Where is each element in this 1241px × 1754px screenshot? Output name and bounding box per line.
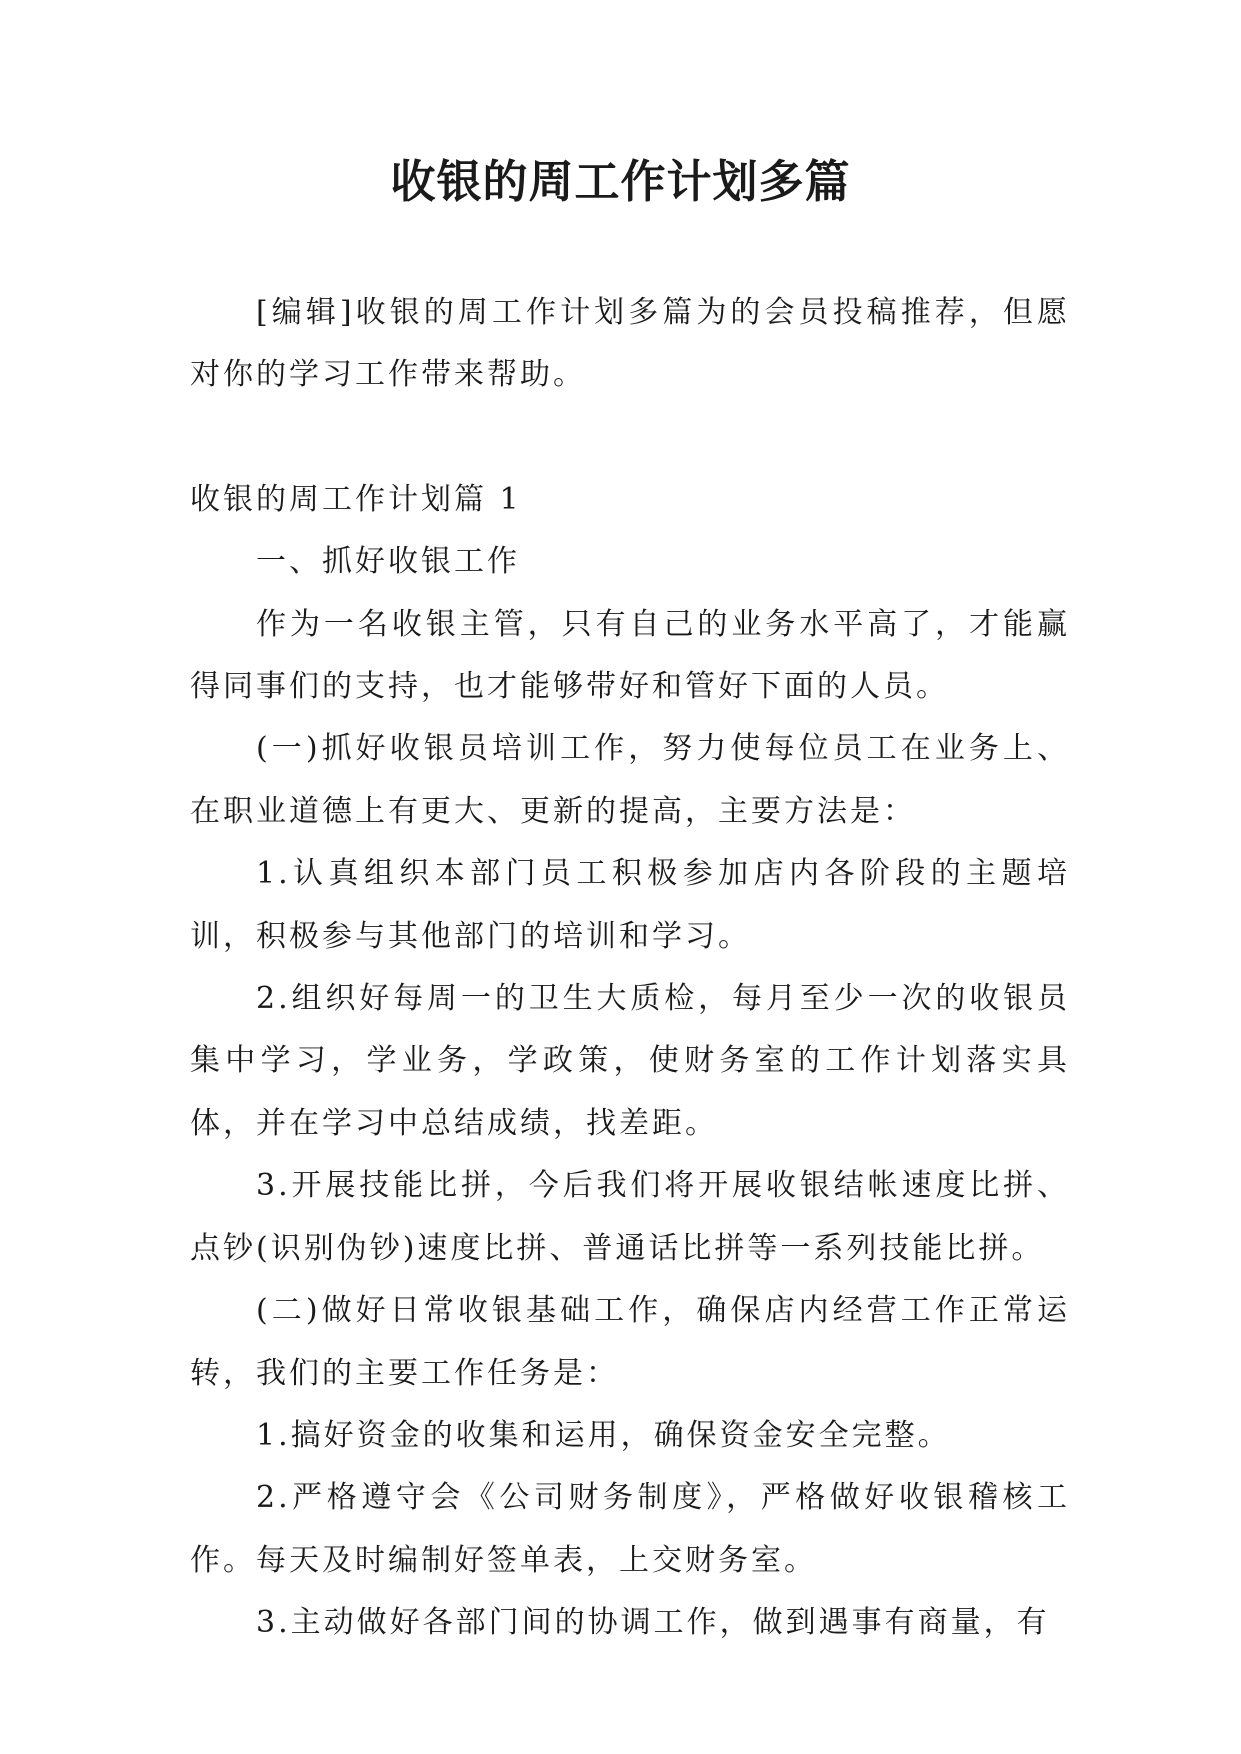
body-paragraph: 1.认真组织本部门员工积极参加店内各阶段的主题培训，积极参与其他部门的培训和学习。 bbox=[190, 856, 1070, 954]
body-paragraph: (一)抓好收银员培训工作，努力使每位员工在业务上、在职业道德上有更大、更新的提高，主要方法是： bbox=[190, 731, 1070, 829]
body-paragraph: (二)做好日常收银基础工作，确保店内经营工作正常运转，我们的主要工作任务是： bbox=[190, 1293, 1070, 1391]
body-paragraph: 3.主动做好各部门间的协调工作，做到遇事有商量，有 bbox=[256, 1605, 1050, 1641]
paragraph-gap bbox=[190, 407, 1070, 469]
body-paragraph: 作为一名收银主管，只有自己的业务水平高了，才能赢得同事们的支持，也才能够带好和管好下面的人员。 bbox=[190, 606, 1070, 705]
document-body bbox=[190, 282, 1070, 1655]
body-paragraph: 2.严格遵守会《公司财务制度》，严格做好收银稽核工作。每天及时编制好签单表，上交财务室。 bbox=[190, 1480, 1070, 1578]
body-paragraph: 2.组织好每周一的卫生大质检，每月至少一次的收银员集中学习，学业务，学政策，使财务室的工作计划落实具体，并在学习中总结成绩，找差距。 bbox=[190, 981, 1070, 1141]
body-paragraph: 3.开展技能比拼，今后我们将开展收银结帐速度比拼、点钞(识别伪钞)速度比拼、普通话比拼等一系列技能比拼。 bbox=[190, 1168, 1070, 1266]
intro-paragraph: [编辑]收银的周工作计划多篇为的会员投稿推荐，但愿对你的学习工作带来帮助。 bbox=[190, 295, 1070, 393]
body-paragraph: 1.搞好资金的收集和运用，确保资金安全完整。 bbox=[256, 1417, 951, 1453]
document-title: 收银的周工作计划多篇 bbox=[390, 155, 851, 208]
body-paragraph: 一、抓好收银工作 bbox=[256, 544, 520, 580]
section-heading: 收银的周工作计划篇 1 bbox=[190, 481, 522, 517]
